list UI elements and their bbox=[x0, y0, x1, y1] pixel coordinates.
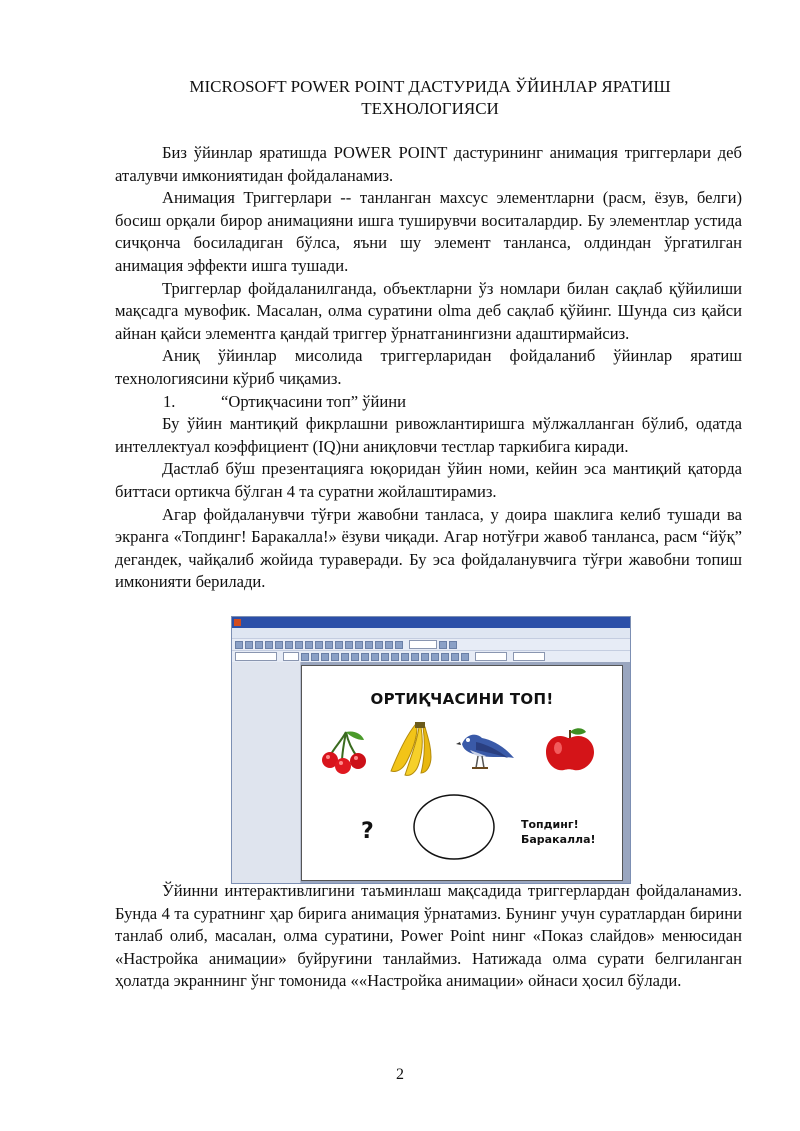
title-line-1: MICROSOFT POWER POINT ДАСТУРИДА ЎЙИНЛАР ЯРАТИШ bbox=[189, 77, 671, 96]
toolbar-formatting bbox=[232, 650, 630, 662]
apple-icon bbox=[542, 726, 598, 774]
answer-text bbox=[521, 817, 596, 847]
title-line-2: ТЕХНОЛОГИЯСИ bbox=[361, 99, 499, 118]
window-titlebar bbox=[232, 617, 630, 628]
answer-line-1: Топдинг! bbox=[521, 818, 579, 831]
slide-title: ОРТИҚЧАСИНИ ТОП! bbox=[370, 690, 554, 708]
paragraph: Бу ўйин мантиқий фикрлашни ривожлантиришга мўлжалланган бўлиб, одатда интеллектуал коэффициент (IQ)ни аниқловчи тестлар таркибига киради. bbox=[115, 414, 742, 456]
menu-bar bbox=[232, 628, 630, 638]
powerpoint-icon bbox=[234, 619, 241, 626]
question-mark: ? bbox=[361, 819, 374, 844]
body-block-1 bbox=[115, 142, 742, 594]
paragraph: Аниқ ўйинлар мисолида триггерларидан фойдаланиб ўйинлар яратиш технологиясини кўриб чиқамиз. bbox=[115, 346, 742, 388]
paragraph: Триггерлар фойдаланилганда, объектларни ўз номлари билан сақлаб қўйилиши мақсадга мувофик. Масалан, олма суратини olma деб сақлаб қўйинг. Шунда сиз қайси айнан қайси элементга қандай триггер ўрнатганингизни адаштирмайсиз. bbox=[115, 278, 742, 343]
paragraph: Ўйинни интерактивлигини таъминлаш мақсадида триггерлардан фойдаланамиз. Бунда 4 та суратнинг ҳар бирига анимация ўрнатамиз. Бунинг учун суратлардан бирини танлаб олиб, масалан, олма суратини, Power Point нинг «Показ слайдов» менюсидан «Настройка анимации» буйруғини танлаймиз. Натижада олма сурати белгиланган ҳолатда экраннинг ўнг томонида ««Настройка анимации» ойнаси ҳосил бўлади. bbox=[115, 881, 742, 991]
list-number: 1. bbox=[163, 391, 176, 411]
paragraph: Биз ўйинлар яратишда POWER POINT дастурининг анимация триггерлари деб аталувчи имкониятидан фойдаланамиз. bbox=[115, 143, 742, 185]
bird-icon bbox=[456, 724, 520, 776]
list-text: “Ортиқчасини топ” ўйини bbox=[221, 391, 407, 411]
numbered-heading bbox=[115, 391, 742, 414]
paragraph: Анимация Триггерлари -- танланган махсус элементларни (расм, ёзув, белги) босиш орқали бирор анимацияни ишга туширувчи воситалардир. Бу элементлар устида сичқонча босиладиган бўлса, яъни шу элемент танланса, олдиндан ўргатилган анимация эффекти ишга тушади. bbox=[115, 188, 742, 275]
target-circle bbox=[412, 793, 496, 861]
paragraph: Агар фойдаланувчи тўғри жавобни танласа, у доира шаклига келиб тушади ва экранга «Топдинг! Баракалла!» ёзуви чиқади. Агар нотўғри жавоб танланса, расм “йўқ” дегандек, чайқалиб жойида тураверади. Бу эса фойдаланувчига тўғри жавобни топиш имконияти берилади. bbox=[115, 504, 742, 592]
banana-icon bbox=[387, 721, 437, 779]
slides-pane bbox=[232, 662, 301, 883]
page-number: 2 bbox=[396, 1066, 404, 1083]
page-title bbox=[110, 76, 750, 120]
body-block-2 bbox=[115, 880, 742, 993]
paragraph: Дастлаб бўш презентацияга юқоридан ўйин номи, кейин эса мантиқий қаторда биттаси ортикча бўлган 4 та суратни жойлаштирамиз. bbox=[115, 459, 742, 501]
answer-line-2: Баракалла! bbox=[521, 833, 596, 846]
cherry-icon bbox=[316, 728, 376, 776]
workspace bbox=[232, 662, 630, 883]
toolbar-standard bbox=[232, 638, 630, 650]
powerpoint-screenshot bbox=[231, 616, 631, 884]
slide bbox=[301, 665, 623, 881]
